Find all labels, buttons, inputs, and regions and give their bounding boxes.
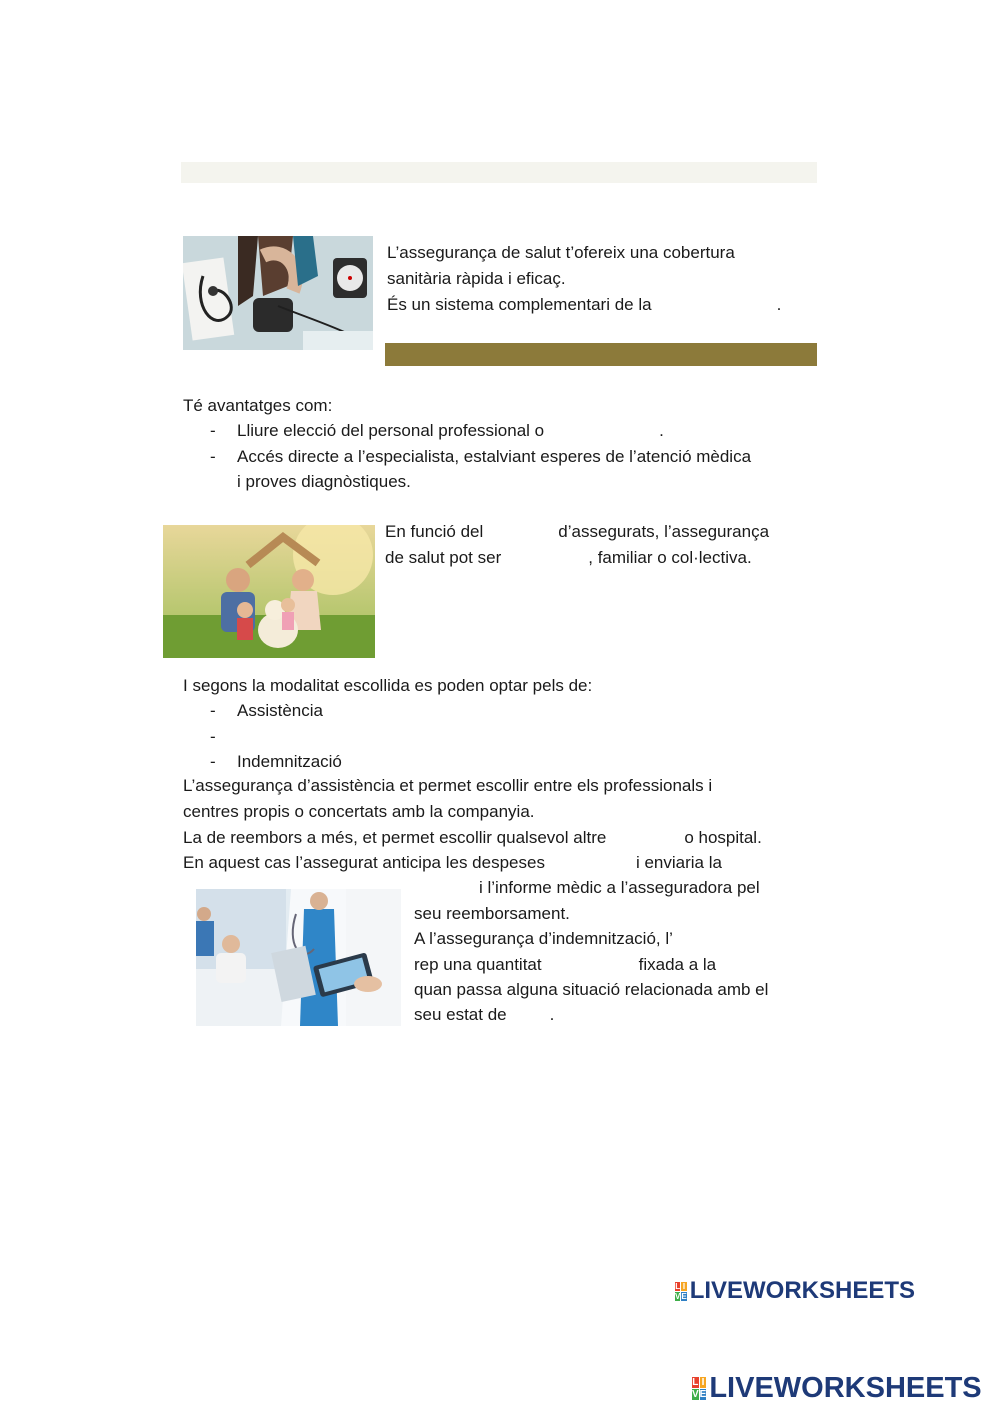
- paragraph-line-6: seu reemborsament.: [414, 904, 570, 923]
- paragraph-line-3: [183, 825, 762, 851]
- paragraph-line-5: i l’informe mèdic a l’asseguradora pel: [479, 878, 760, 897]
- modalities-intro: I segons la modalitat escollida es poden optar pels de:: [183, 676, 593, 695]
- list-item: [210, 418, 751, 444]
- paragraph-line-1: L’assegurança d’assistència et permet escollir entre els professionals i: [183, 776, 713, 795]
- section2-line-1: [385, 519, 769, 545]
- paragraph-line-3-start: La de reembors a més, et permet escollir qualsevol altre: [183, 828, 607, 847]
- blank-field-11[interactable]: [716, 952, 766, 978]
- list-item: [210, 444, 751, 470]
- blood-pressure-photo: [183, 236, 373, 350]
- list-item: [210, 724, 397, 750]
- liveworksheets-logo-text: LIVEWORKSHEETS: [709, 1372, 982, 1404]
- paragraph-line-3-end: o hospital.: [684, 828, 762, 847]
- paragraph-line-4: [183, 850, 722, 876]
- intro-line-2: sanitària ràpida i eficaç.: [387, 269, 566, 288]
- family-photo: [163, 525, 375, 658]
- list-dash: -: [210, 701, 216, 720]
- paragraph-line-9: quan passa alguna situació relacionada amb el: [414, 980, 769, 999]
- paragraph-line-8: [414, 952, 766, 978]
- blank-field-5[interactable]: [237, 724, 397, 750]
- section2-line-1-end: d’assegurats, l’assegurança: [558, 522, 770, 541]
- list-item: [210, 698, 397, 724]
- modality-3: Indemnització: [237, 752, 342, 771]
- blank-field-1[interactable]: [652, 292, 777, 318]
- paragraph-line-2: centres propis o concertats amb la companyia.: [183, 802, 535, 821]
- liveworksheets-logo-text: LIVEWORKSHEETS: [689, 1277, 916, 1304]
- modality-1: Assistència: [237, 701, 323, 720]
- list-dash: -: [210, 421, 216, 440]
- blank-field-9[interactable]: [673, 926, 763, 952]
- header-bar: [181, 162, 817, 183]
- intro-line-3: [387, 292, 781, 318]
- blank-field-7[interactable]: [545, 850, 636, 876]
- advantage-2-line-2: i proves diagnòstiques.: [237, 472, 411, 491]
- advantage-2-line-1: Accés directe a l’especialista, estalviant esperes de l’atenció mèdica: [237, 446, 752, 466]
- doctors-photo: [196, 889, 401, 1026]
- paragraph-line-4-start: En aquest cas l’assegurat anticipa les despeses: [183, 853, 545, 872]
- blank-field-6[interactable]: [606, 825, 684, 851]
- advantage-1-start: Lliure elecció del personal professional o: [237, 421, 545, 440]
- liveworksheets-mark-icon: L I V E: [675, 1281, 687, 1301]
- paragraph-line-8-start: rep una quantitat: [414, 955, 542, 974]
- modalities-list: [210, 698, 397, 775]
- paragraph-line-10: [414, 1002, 554, 1028]
- liveworksheets-mark-icon: L I V E: [692, 1377, 707, 1400]
- blank-field-10[interactable]: [542, 952, 639, 978]
- paragraph-line-4-end: i enviaria la: [635, 853, 722, 872]
- paragraph-line-10-start: seu estat de: [414, 1005, 507, 1024]
- section2-line-2-start: de salut pot ser: [385, 548, 502, 567]
- list-item: [210, 749, 397, 775]
- section2-line-2: [385, 545, 752, 571]
- intro-line-3-end: .: [776, 295, 782, 314]
- advantages-intro: Té avantatges com:: [183, 396, 333, 415]
- list-dash: -: [210, 752, 216, 771]
- paragraph-line-10-end: .: [549, 1005, 555, 1024]
- liveworksheets-logo: [675, 1277, 915, 1305]
- paragraph-line-8-end: fixada a la: [638, 955, 717, 974]
- list-item: [210, 469, 751, 495]
- paragraph-line-7: [414, 926, 763, 952]
- olive-bar: [385, 343, 817, 366]
- advantage-1-end: .: [659, 421, 664, 440]
- liveworksheets-logo-footer: [692, 1372, 982, 1405]
- blank-field-4[interactable]: [501, 545, 588, 571]
- paragraph-line-7-text: A l’assegurança d’indemnització, l’: [414, 929, 673, 948]
- section2-line-2-end: , familiar o col·lectiva.: [588, 548, 752, 567]
- blank-field-2[interactable]: [544, 418, 659, 444]
- blank-field-3[interactable]: [483, 519, 558, 545]
- blank-field-12[interactable]: [507, 1002, 550, 1028]
- advantages-list: [210, 418, 751, 495]
- list-dash: -: [210, 446, 216, 466]
- intro-line-1: L’assegurança de salut t’ofereix una cobertura: [387, 243, 735, 262]
- intro-line-3-start: És un sistema complementari de la: [387, 295, 652, 314]
- section2-line-1-start: En funció del: [385, 522, 484, 541]
- list-dash: -: [210, 726, 216, 746]
